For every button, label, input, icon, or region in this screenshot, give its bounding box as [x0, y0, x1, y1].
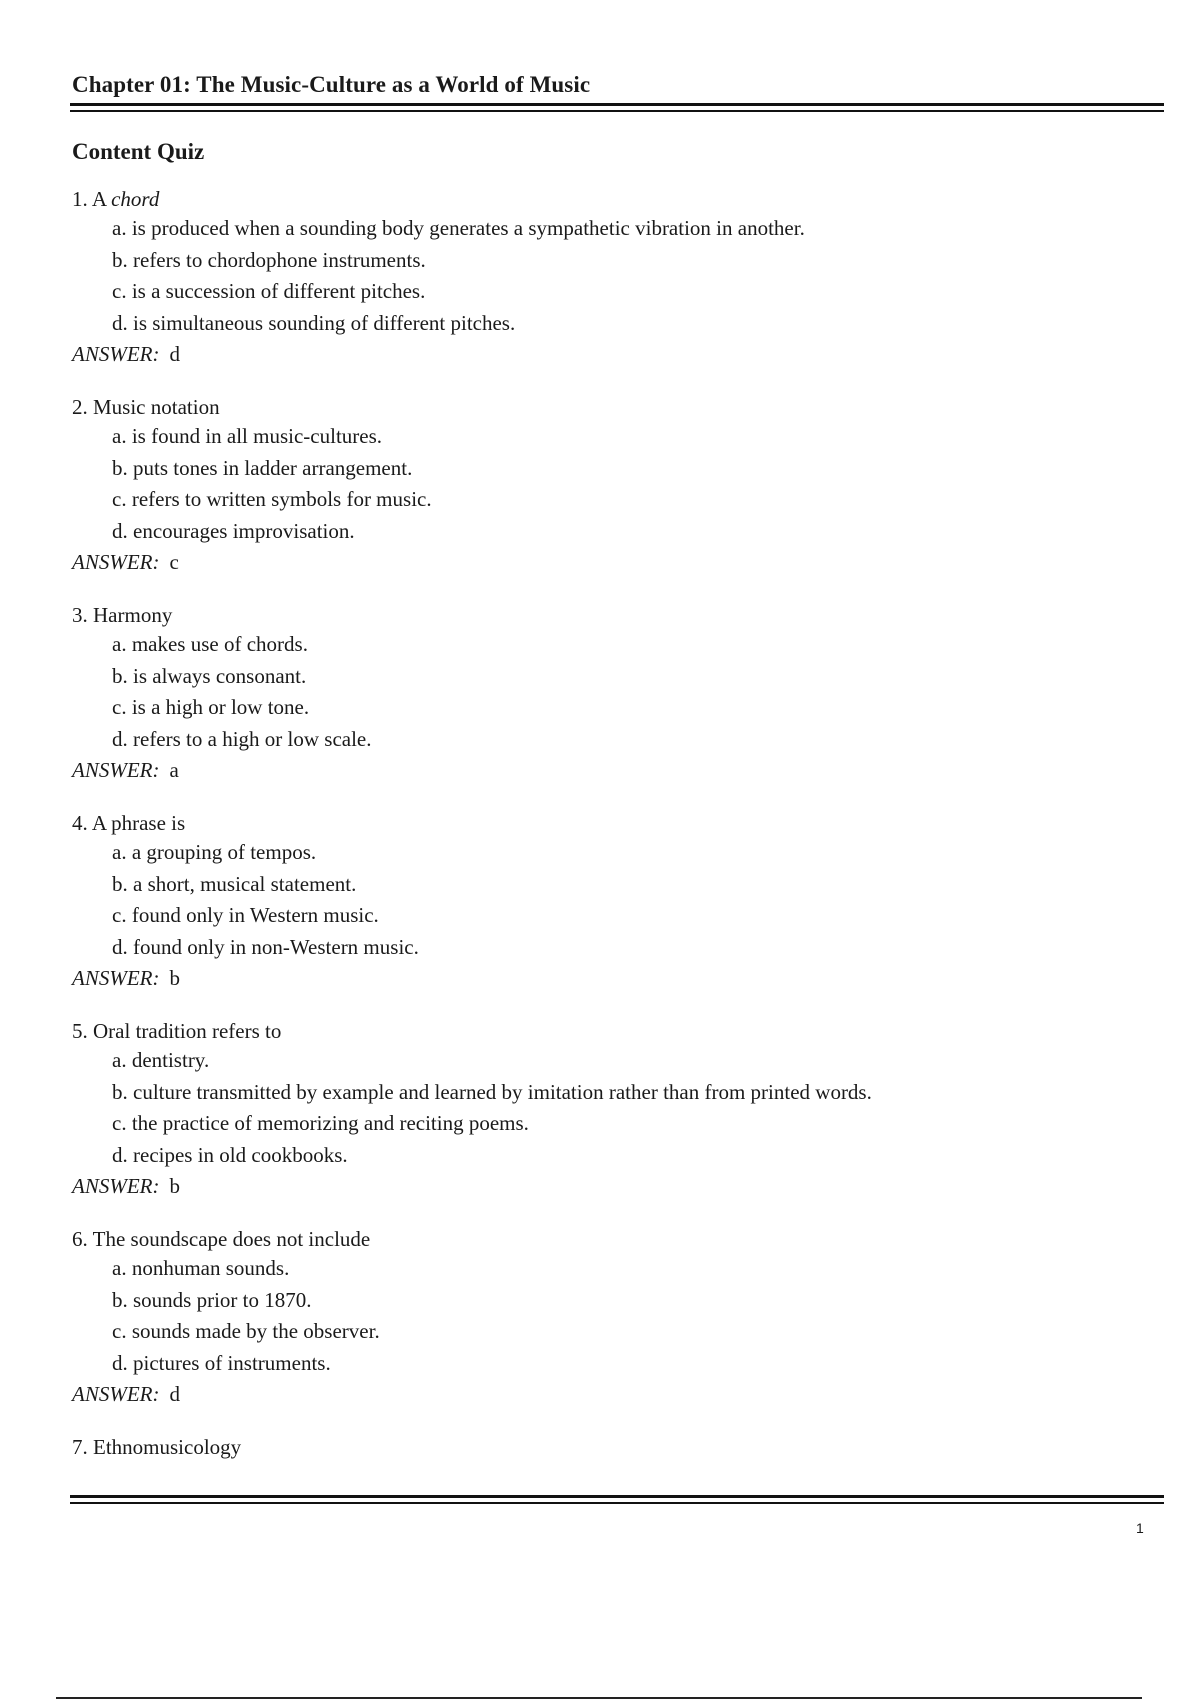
option-d: d. pictures of instruments. — [112, 1350, 331, 1375]
answer-label: ANSWER: — [72, 966, 160, 990]
option-b: b. culture transmitted by example and learned by imitation rather than from printed words. — [112, 1079, 872, 1104]
answer-label: ANSWER: — [72, 1174, 160, 1198]
question-stem — [72, 393, 1162, 421]
question-stem — [72, 1225, 1162, 1253]
question-7 — [72, 1433, 1162, 1461]
question-stem — [72, 1433, 1162, 1461]
question-list — [72, 185, 1162, 1485]
answer-value: d — [169, 1382, 180, 1406]
footer-double-rule — [70, 1495, 1164, 1504]
question-6 — [72, 1225, 1162, 1409]
option-d: d. is simultaneous sounding of different pitches. — [112, 310, 516, 335]
option-a: a. nonhuman sounds. — [112, 1256, 290, 1280]
answer-value: d — [169, 342, 180, 366]
answer-line — [72, 755, 1162, 785]
answer-line — [72, 963, 1162, 993]
option-b: b. puts tones in ladder arrangement. — [112, 455, 413, 480]
question-4 — [72, 809, 1162, 993]
question-stem — [72, 809, 1162, 837]
answer-value: b — [169, 966, 180, 990]
option-d: d. encourages improvisation. — [112, 518, 355, 543]
header-double-rule — [70, 103, 1164, 112]
question-number: 4. — [72, 811, 88, 835]
question-stem — [72, 601, 1162, 629]
option-d: d. refers to a high or low scale. — [112, 726, 372, 751]
question-text: A phrase is — [91, 811, 186, 835]
question-text: A — [91, 187, 106, 211]
option-c: c. refers to written symbols for music. — [112, 487, 432, 511]
question-number: 7. — [72, 1435, 88, 1459]
question-3 — [72, 601, 1162, 785]
question-5 — [72, 1017, 1162, 1201]
answer-line — [72, 1171, 1162, 1201]
question-term: chord — [111, 187, 160, 211]
option-c: c. is a high or low tone. — [112, 695, 310, 719]
option-a: a. dentistry. — [112, 1048, 210, 1072]
option-a: a. is produced when a sounding body generates a sympathetic vibration in another. — [112, 216, 805, 240]
question-number: 2. — [72, 395, 88, 419]
option-a: a. a grouping of tempos. — [112, 840, 317, 864]
option-list — [72, 629, 1162, 755]
option-list — [72, 1045, 1162, 1171]
option-list — [72, 213, 1162, 339]
option-b: b. a short, musical statement. — [112, 871, 357, 896]
section-title: Content Quiz — [72, 139, 205, 164]
option-c: c. found only in Western music. — [112, 903, 379, 927]
option-b: b. is always consonant. — [112, 663, 307, 688]
answer-label: ANSWER: — [72, 342, 160, 366]
option-d: d. recipes in old cookbooks. — [112, 1142, 348, 1167]
chapter-title: Chapter 01: The Music-Culture as a World of Music — [72, 72, 591, 97]
option-a: a. makes use of chords. — [112, 632, 308, 656]
answer-line — [72, 339, 1162, 369]
option-b: b. refers to chordophone instruments. — [112, 247, 426, 272]
answer-value: c — [169, 550, 179, 574]
answer-label: ANSWER: — [72, 550, 160, 574]
page-number: 1 — [1136, 1520, 1144, 1536]
option-list — [72, 837, 1162, 963]
question-2 — [72, 393, 1162, 577]
answer-value: a — [169, 758, 179, 782]
option-a: a. is found in all music-cultures. — [112, 424, 383, 448]
question-number: 6. — [72, 1227, 88, 1251]
question-number: 1. — [72, 187, 88, 211]
option-list — [72, 1253, 1162, 1379]
question-stem — [72, 1017, 1162, 1045]
question-number: 3. — [72, 603, 88, 627]
question-text: Oral tradition refers to — [93, 1019, 282, 1043]
answer-label: ANSWER: — [72, 758, 160, 782]
option-c: c. the practice of memorizing and reciting poems. — [112, 1111, 529, 1135]
page-bottom-rule — [56, 1697, 1142, 1699]
answer-label: ANSWER: — [72, 1382, 160, 1406]
option-b: b. sounds prior to 1870. — [112, 1287, 312, 1312]
question-text: Ethnomusicology — [93, 1435, 242, 1459]
answer-value: b — [169, 1174, 180, 1198]
question-text: Music notation — [93, 395, 220, 419]
option-c: c. sounds made by the observer. — [112, 1319, 380, 1343]
answer-line — [72, 1379, 1162, 1409]
question-stem — [72, 185, 1162, 213]
answer-line — [72, 547, 1162, 577]
option-list — [72, 421, 1162, 547]
question-text: Harmony — [93, 603, 173, 627]
question-number: 5. — [72, 1019, 88, 1043]
question-1 — [72, 185, 1162, 369]
option-c: c. is a succession of different pitches. — [112, 279, 426, 303]
question-text: The soundscape does not include — [92, 1227, 371, 1251]
option-d: d. found only in non-Western music. — [112, 934, 419, 959]
